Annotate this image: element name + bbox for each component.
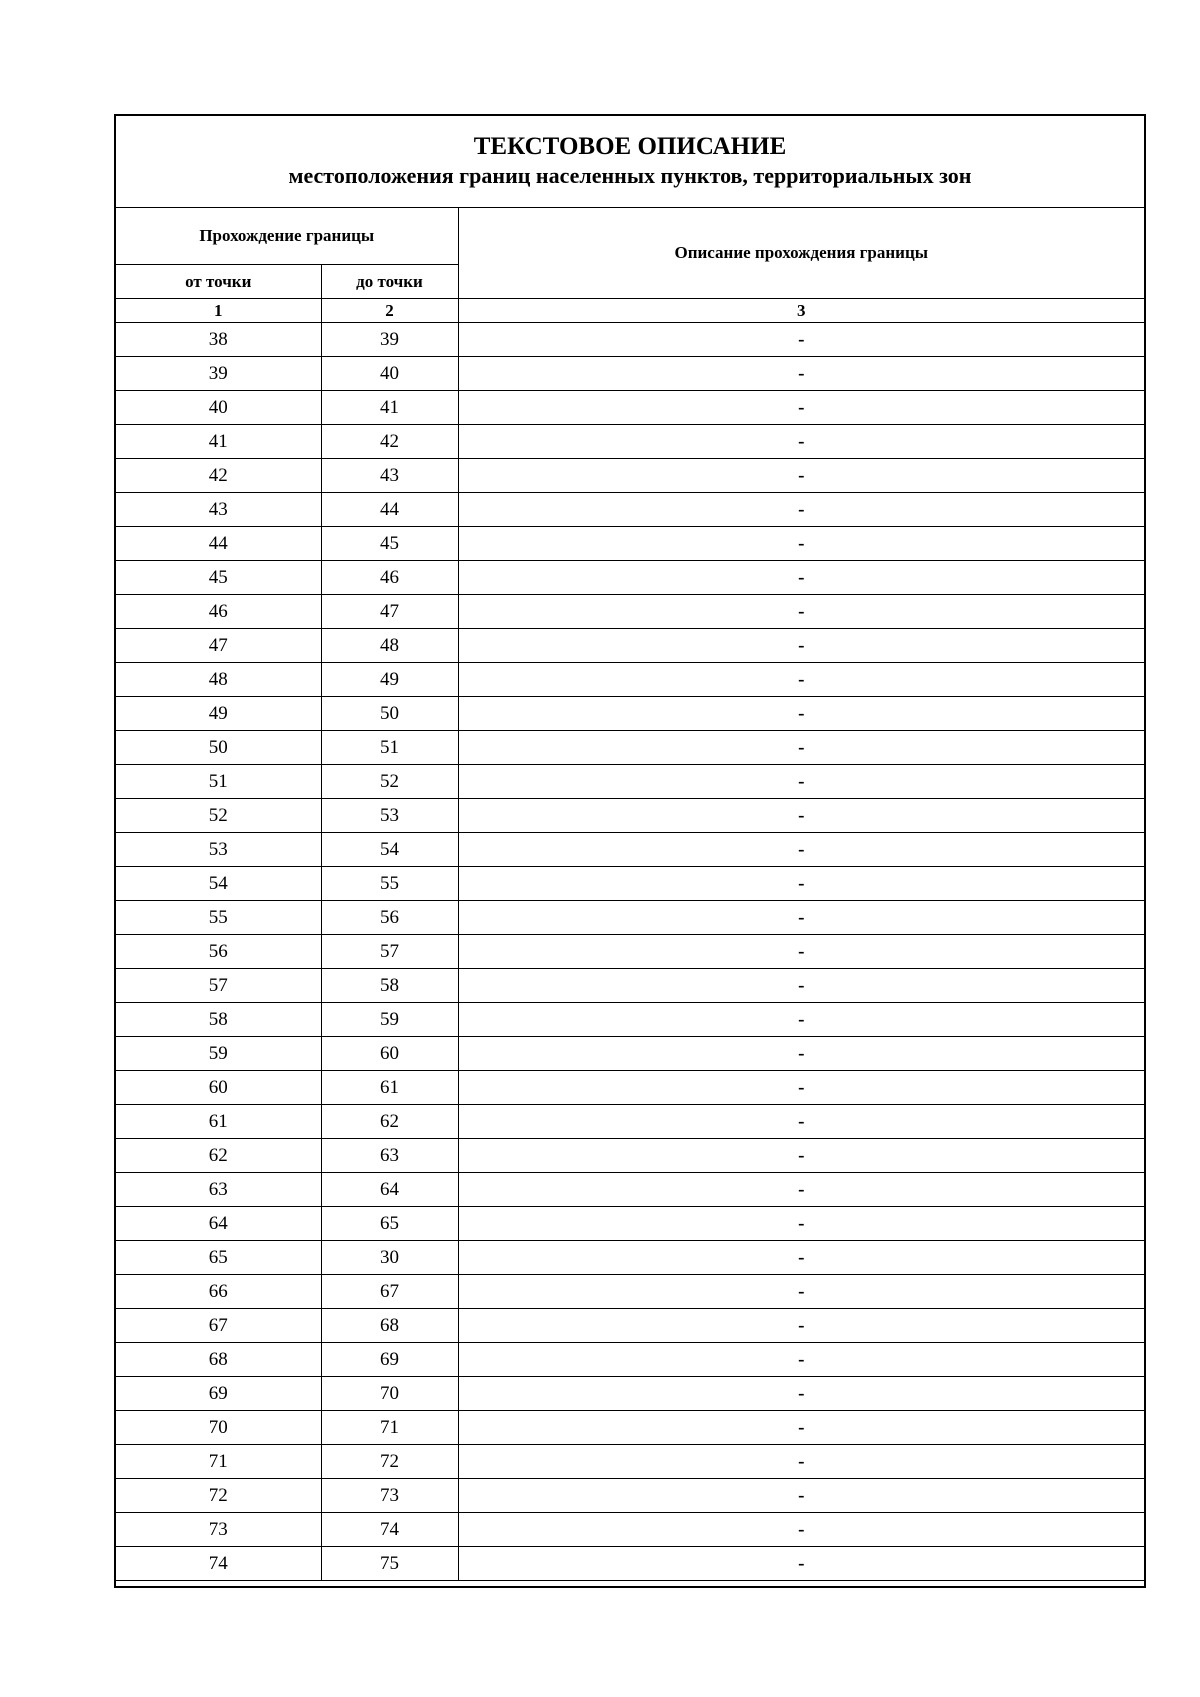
description-cell: - [458, 867, 1144, 901]
from-point-cell: 59 [116, 1037, 321, 1071]
table-row [116, 935, 1144, 969]
from-point-cell: 47 [116, 629, 321, 663]
column-number-3: 3 [458, 299, 1144, 323]
bottom-rule [116, 1581, 1144, 1586]
table-row [116, 561, 1144, 595]
description-cell: - [458, 1343, 1144, 1377]
description-cell: - [458, 1377, 1144, 1411]
to-point-cell: 47 [321, 595, 458, 629]
description-cell: - [458, 323, 1144, 357]
to-point-cell: 65 [321, 1207, 458, 1241]
table-row [116, 1003, 1144, 1037]
from-point-cell: 38 [116, 323, 321, 357]
to-point-cell: 41 [321, 391, 458, 425]
from-point-cell: 64 [116, 1207, 321, 1241]
from-point-cell: 62 [116, 1139, 321, 1173]
to-point-header: до точки [321, 265, 458, 299]
table-row [116, 969, 1144, 1003]
from-point-cell: 49 [116, 697, 321, 731]
to-point-cell: 75 [321, 1547, 458, 1581]
description-cell: - [458, 425, 1144, 459]
to-point-cell: 60 [321, 1037, 458, 1071]
boundary-table [116, 208, 1144, 1581]
table-row [116, 1309, 1144, 1343]
table-row [116, 595, 1144, 629]
description-cell: - [458, 595, 1144, 629]
description-cell: - [458, 935, 1144, 969]
to-point-cell: 52 [321, 765, 458, 799]
from-point-cell: 61 [116, 1105, 321, 1139]
table-row [116, 1071, 1144, 1105]
table-row [116, 1411, 1144, 1445]
table-row [116, 731, 1144, 765]
to-point-cell: 70 [321, 1377, 458, 1411]
description-cell: - [458, 1411, 1144, 1445]
from-point-cell: 48 [116, 663, 321, 697]
description-cell: - [458, 1207, 1144, 1241]
from-point-cell: 67 [116, 1309, 321, 1343]
description-cell: - [458, 1003, 1144, 1037]
description-cell: - [458, 663, 1144, 697]
to-point-cell: 43 [321, 459, 458, 493]
to-point-cell: 50 [321, 697, 458, 731]
boundary-passage-header: Прохождение границы [116, 208, 458, 265]
description-cell: - [458, 901, 1144, 935]
from-point-cell: 45 [116, 561, 321, 595]
table-row [116, 1513, 1144, 1547]
to-point-cell: 63 [321, 1139, 458, 1173]
to-point-cell: 73 [321, 1479, 458, 1513]
from-point-cell: 60 [116, 1071, 321, 1105]
table-row [116, 1207, 1144, 1241]
table-row [116, 459, 1144, 493]
from-point-cell: 50 [116, 731, 321, 765]
table-row [116, 867, 1144, 901]
description-cell: - [458, 1241, 1144, 1275]
description-cell: - [458, 1479, 1144, 1513]
to-point-cell: 56 [321, 901, 458, 935]
from-point-cell: 39 [116, 357, 321, 391]
description-cell: - [458, 731, 1144, 765]
to-point-cell: 67 [321, 1275, 458, 1309]
from-point-cell: 42 [116, 459, 321, 493]
description-cell: - [458, 493, 1144, 527]
description-cell: - [458, 1275, 1144, 1309]
table-row [116, 391, 1144, 425]
table-row [116, 1173, 1144, 1207]
table-row [116, 493, 1144, 527]
from-point-cell: 72 [116, 1479, 321, 1513]
table-row [116, 323, 1144, 357]
from-point-cell: 52 [116, 799, 321, 833]
description-cell: - [458, 1173, 1144, 1207]
description-cell: - [458, 1139, 1144, 1173]
table-row [116, 901, 1144, 935]
description-cell: - [458, 1309, 1144, 1343]
table-row [116, 1547, 1144, 1581]
table-row [116, 663, 1144, 697]
description-cell: - [458, 1547, 1144, 1581]
from-point-cell: 68 [116, 1343, 321, 1377]
to-point-cell: 62 [321, 1105, 458, 1139]
table-row [116, 1139, 1144, 1173]
table-row [116, 1241, 1144, 1275]
to-point-cell: 59 [321, 1003, 458, 1037]
from-point-cell: 57 [116, 969, 321, 1003]
from-point-cell: 70 [116, 1411, 321, 1445]
document-subtitle: местоположения границ населенных пунктов, территориальных зон [288, 163, 972, 188]
table-row [116, 697, 1144, 731]
to-point-cell: 64 [321, 1173, 458, 1207]
from-point-header: от точки [116, 265, 321, 299]
from-point-cell: 58 [116, 1003, 321, 1037]
table-row [116, 357, 1144, 391]
from-point-cell: 51 [116, 765, 321, 799]
to-point-cell: 71 [321, 1411, 458, 1445]
from-point-cell: 55 [116, 901, 321, 935]
from-point-cell: 66 [116, 1275, 321, 1309]
table-row [116, 833, 1144, 867]
to-point-cell: 55 [321, 867, 458, 901]
from-point-cell: 54 [116, 867, 321, 901]
table-row [116, 1377, 1144, 1411]
description-cell: - [458, 391, 1144, 425]
to-point-cell: 44 [321, 493, 458, 527]
to-point-cell: 42 [321, 425, 458, 459]
column-number-2: 2 [321, 299, 458, 323]
from-point-cell: 56 [116, 935, 321, 969]
table-row [116, 425, 1144, 459]
from-point-cell: 40 [116, 391, 321, 425]
description-cell: - [458, 765, 1144, 799]
to-point-cell: 61 [321, 1071, 458, 1105]
to-point-cell: 40 [321, 357, 458, 391]
table-row [116, 799, 1144, 833]
document-title: ТЕКСТОВОЕ ОПИСАНИЕ [473, 133, 787, 160]
table-row [116, 1037, 1144, 1071]
description-cell: - [458, 697, 1144, 731]
table-row [116, 1445, 1144, 1479]
description-cell: - [458, 629, 1144, 663]
description-cell: - [458, 1071, 1144, 1105]
description-cell: - [458, 1445, 1144, 1479]
to-point-cell: 57 [321, 935, 458, 969]
from-point-cell: 69 [116, 1377, 321, 1411]
from-point-cell: 44 [116, 527, 321, 561]
to-point-cell: 69 [321, 1343, 458, 1377]
table-row [116, 1105, 1144, 1139]
to-point-cell: 48 [321, 629, 458, 663]
to-point-cell: 54 [321, 833, 458, 867]
from-point-cell: 74 [116, 1547, 321, 1581]
description-cell: - [458, 799, 1144, 833]
from-point-cell: 73 [116, 1513, 321, 1547]
boundary-description-sheet [114, 114, 1146, 1588]
from-point-cell: 46 [116, 595, 321, 629]
column-number-1: 1 [116, 299, 321, 323]
description-cell: - [458, 969, 1144, 1003]
description-cell: - [458, 833, 1144, 867]
to-point-cell: 74 [321, 1513, 458, 1547]
table-row [116, 1343, 1144, 1377]
description-cell: - [458, 1513, 1144, 1547]
description-cell: - [458, 527, 1144, 561]
to-point-cell: 53 [321, 799, 458, 833]
description-cell: - [458, 1037, 1144, 1071]
from-point-cell: 63 [116, 1173, 321, 1207]
table-body [116, 323, 1144, 1581]
from-point-cell: 43 [116, 493, 321, 527]
description-cell: - [458, 459, 1144, 493]
from-point-cell: 53 [116, 833, 321, 867]
to-point-cell: 46 [321, 561, 458, 595]
from-point-cell: 71 [116, 1445, 321, 1479]
table-row [116, 1479, 1144, 1513]
to-point-cell: 68 [321, 1309, 458, 1343]
description-header: Описание прохождения границы [458, 208, 1144, 299]
table-row [116, 629, 1144, 663]
from-point-cell: 65 [116, 1241, 321, 1275]
table-row [116, 1275, 1144, 1309]
to-point-cell: 51 [321, 731, 458, 765]
to-point-cell: 58 [321, 969, 458, 1003]
to-point-cell: 45 [321, 527, 458, 561]
to-point-cell: 30 [321, 1241, 458, 1275]
description-cell: - [458, 357, 1144, 391]
from-point-cell: 41 [116, 425, 321, 459]
description-cell: - [458, 1105, 1144, 1139]
to-point-cell: 72 [321, 1445, 458, 1479]
to-point-cell: 49 [321, 663, 458, 697]
to-point-cell: 39 [321, 323, 458, 357]
table-row [116, 527, 1144, 561]
description-cell: - [458, 561, 1144, 595]
table-row [116, 765, 1144, 799]
title-block [116, 116, 1144, 208]
